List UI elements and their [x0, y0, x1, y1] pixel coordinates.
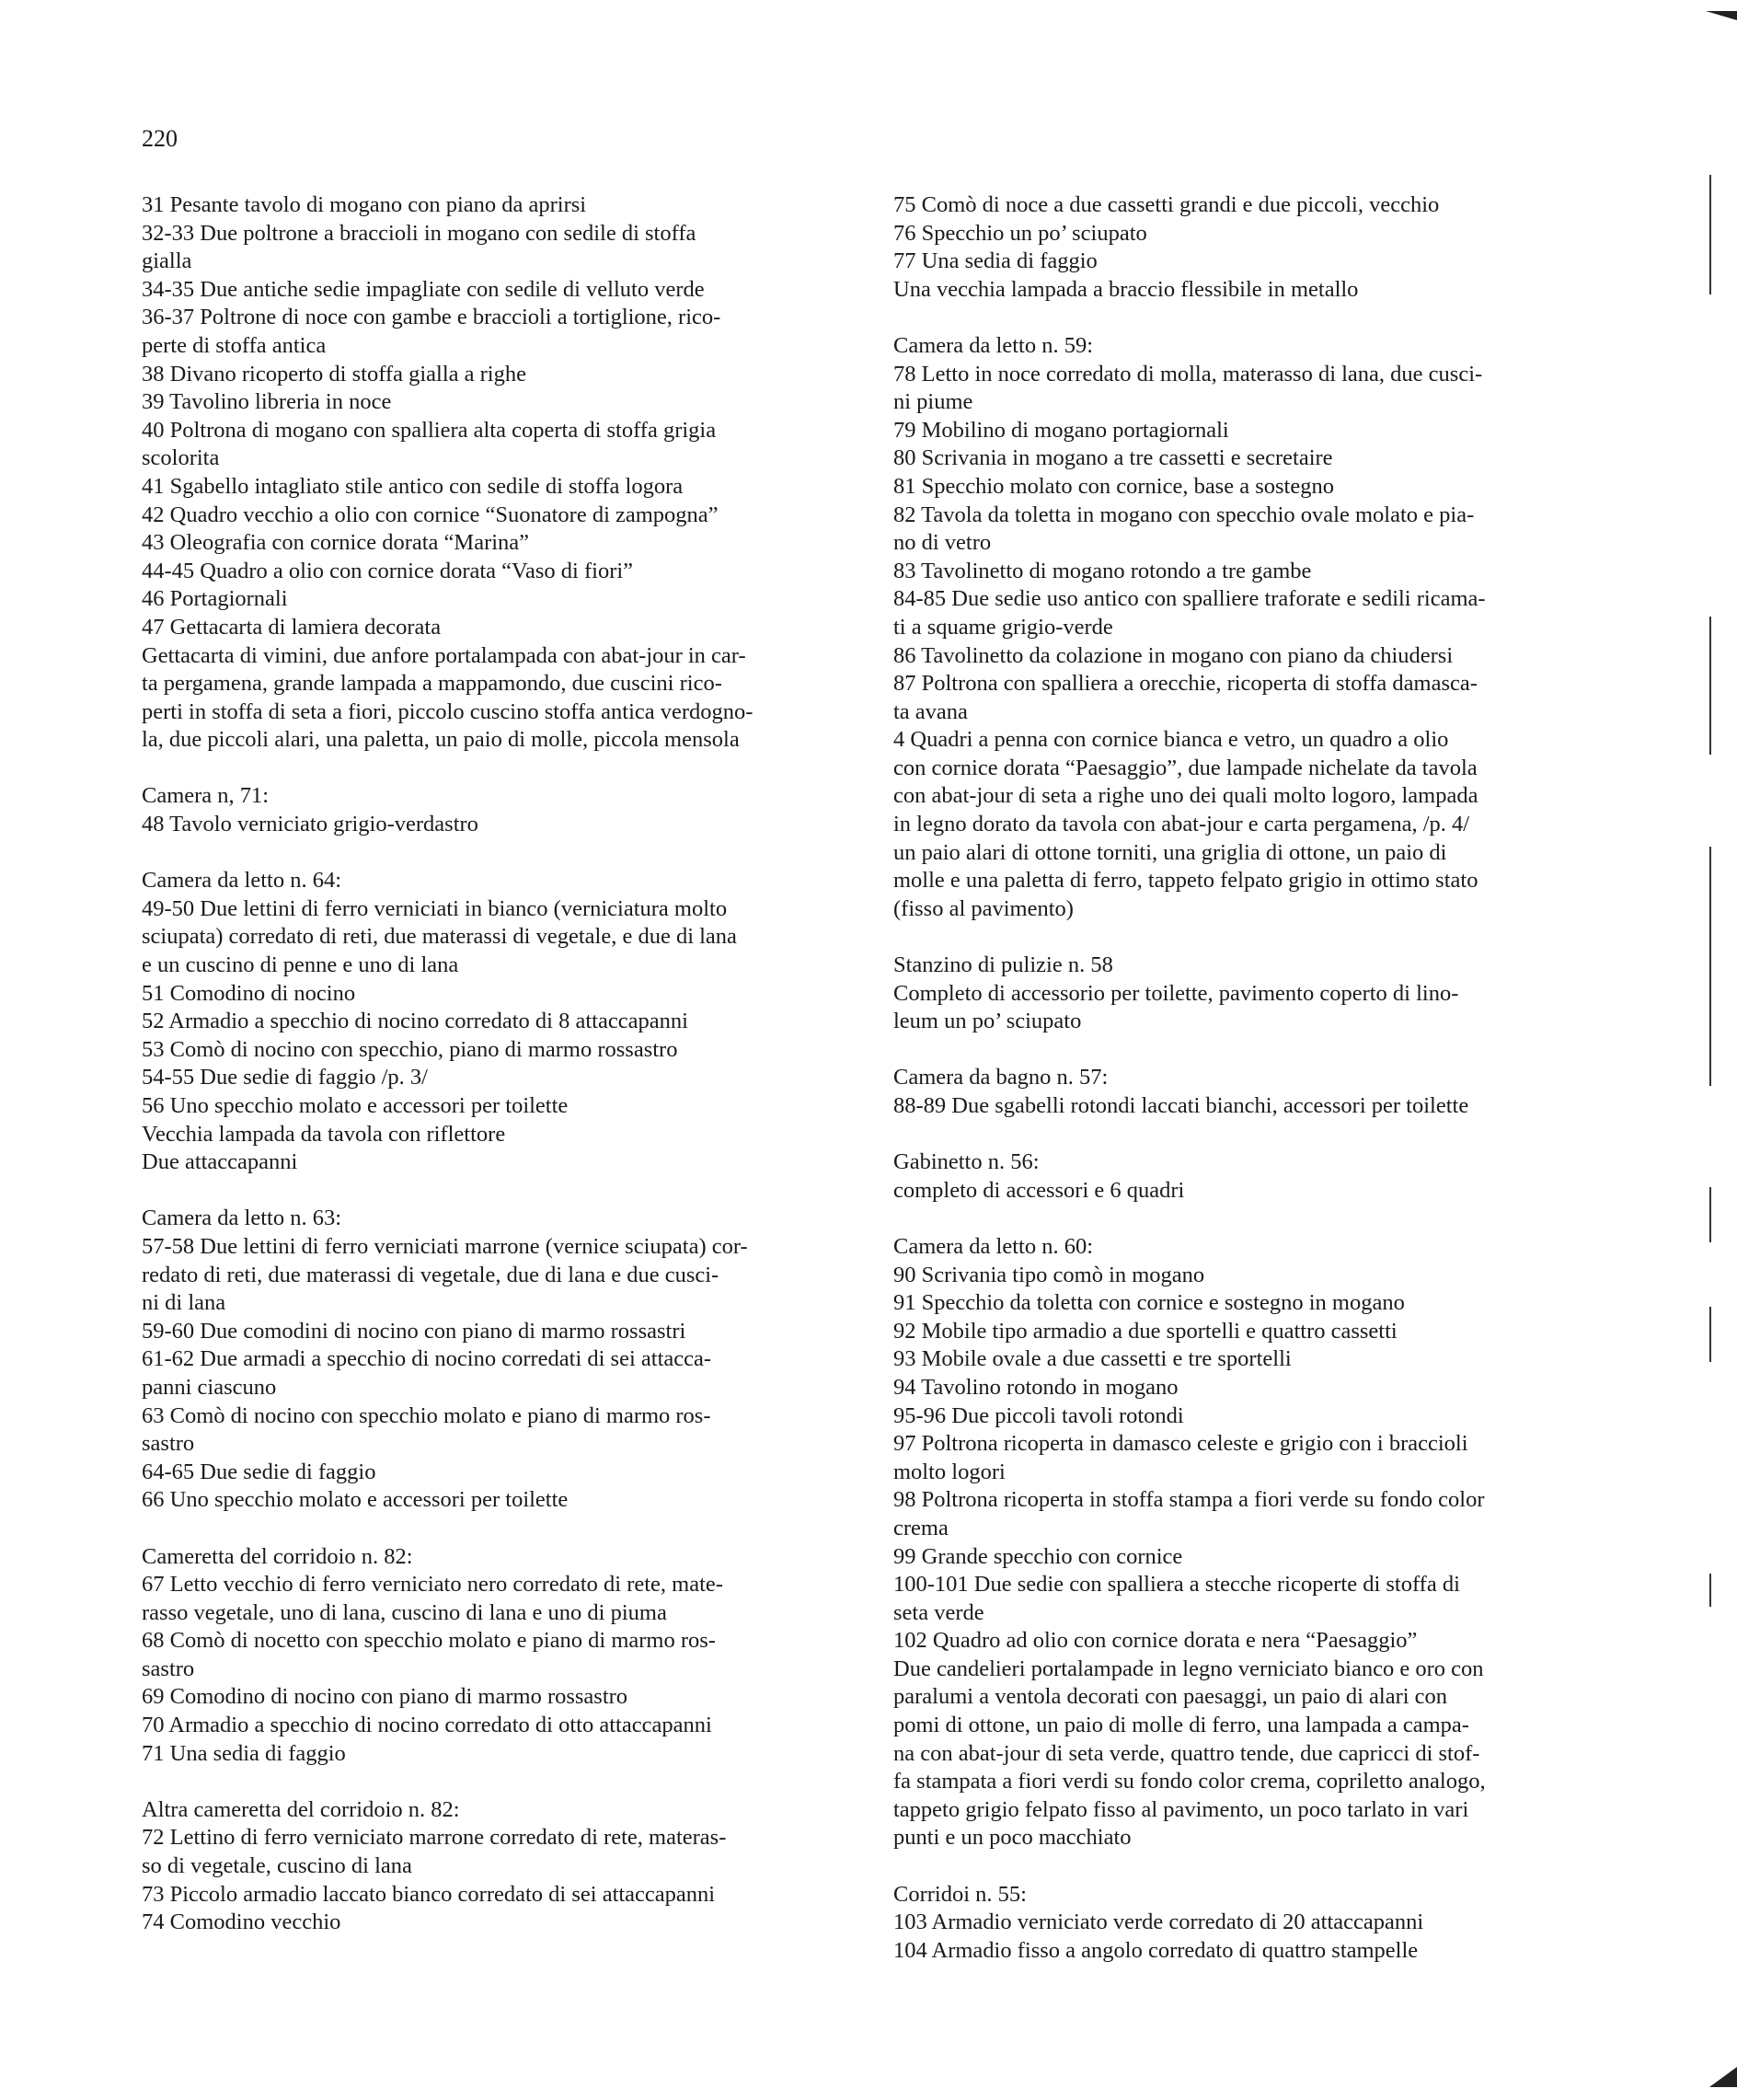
- text-line: 68 Comò di nocetto con specchio molato e piano di marmo ros-: [142, 1628, 716, 1654]
- text-line: 90 Scrivania tipo comò in mogano: [893, 1262, 1205, 1287]
- paragraph-gap: [142, 755, 846, 783]
- paragraph-gap: [893, 923, 1598, 952]
- text-line: 95-96 Due piccoli tavoli rotondi: [893, 1402, 1184, 1428]
- text-line: rasso vegetale, uno di lana, cuscino di lana e uno di piuma: [142, 1599, 667, 1625]
- text-line: ni piume: [893, 389, 973, 415]
- text-line: (fisso al pavimento): [893, 895, 1074, 921]
- page-number: 220: [142, 125, 178, 152]
- text-line: 47 Gettacarta di lamiera decorata: [142, 614, 442, 640]
- text-line: 98 Poltrona ricoperta in stoffa stampa a fiori verde su fondo color: [893, 1487, 1485, 1513]
- text-line: paralumi a ventola decorati con paesaggi, un paio di alari con: [893, 1684, 1448, 1710]
- text-line: 93 Mobile ovale a due cassetti e tre sportelli: [893, 1346, 1292, 1372]
- text-line: 49-50 Due lettini di ferro verniciati in bianco (verniciatura molto: [142, 895, 728, 921]
- paragraph-gap: [142, 1177, 846, 1206]
- text-line: panni ciascuno: [142, 1374, 277, 1400]
- text-line: Camera da bagno n. 57:: [893, 1065, 1109, 1090]
- text-line: Vecchia lampada da tavola con riflettore: [142, 1121, 506, 1147]
- text-line: 92 Mobile tipo armadio a due sportelli e quattro cassetti: [893, 1318, 1398, 1344]
- text-line: 69 Comodino di nocino con piano di marmo rossastro: [142, 1684, 628, 1710]
- text-line: crema: [893, 1515, 949, 1540]
- text-line: 40 Poltrona di mogano con spalliera alta coperta di stoffa grigia: [142, 417, 717, 443]
- paragraph-gap: [893, 1036, 1598, 1065]
- text-line: 79 Mobilino di mogano portagiornali: [893, 417, 1229, 443]
- text-line: 36-37 Poltrone di noce con gambe e braccioli a tortiglione, rico-: [142, 305, 721, 330]
- text-line: 80 Scrivania in mogano a tre cassetti e secretaire: [893, 445, 1333, 471]
- right-column: [893, 191, 1598, 1965]
- text-line: 91 Specchio da toletta con cornice e sostegno in mogano: [893, 1290, 1405, 1316]
- right-edge-line-4: [1709, 1187, 1711, 1242]
- text-line: so di vegetale, cuscino di lana: [142, 1853, 412, 1879]
- text-line: 63 Comò di nocino con specchio molato e piano di marmo ros-: [142, 1402, 711, 1428]
- text-line: ta avana: [893, 698, 968, 724]
- text-line: 100-101 Due sedie con spalliera a stecche ricoperte di stoffa di: [893, 1572, 1460, 1598]
- text-line: 82 Tavola da toletta in mogano con specchio ovale molato e pia-: [893, 502, 1475, 527]
- right-edge-line-1: [1709, 175, 1711, 294]
- bottom-right-scan-mark: [1709, 2067, 1737, 2087]
- text-line: gialla: [142, 248, 192, 274]
- text-line: Una vecchia lampada a braccio flessibile in metallo: [893, 276, 1359, 302]
- text-line: 43 Oleografia con cornice dorata “Marina”: [142, 530, 530, 556]
- text-line: con abat-jour di seta a righe uno dei quali molto logoro, lampada: [893, 783, 1478, 809]
- text-line: con cornice dorata “Paesaggio”, due lampade nichelate da tavola: [893, 755, 1478, 780]
- text-line: 54-55 Due sedie di faggio /p. 3/: [142, 1065, 428, 1090]
- text-line: 74 Comodino vecchio: [142, 1910, 341, 1935]
- text-line: 34-35 Due antiche sedie impagliate con sedile di velluto verde: [142, 276, 705, 302]
- text-line: punti e un poco macchiato: [893, 1825, 1132, 1851]
- text-line: 32-33 Due poltrone a braccioli in mogano con sedile di stoffa: [142, 220, 696, 246]
- text-line: 73 Piccolo armadio laccato bianco corredato di sei attaccapanni: [142, 1881, 716, 1907]
- text-line: seta verde: [893, 1599, 984, 1625]
- text-line: leum un po’ sciupato: [893, 1009, 1082, 1034]
- text-line: molle e una paletta di ferro, tappeto felpato grigio in ottimo stato: [893, 868, 1478, 894]
- text-line: 48 Tavolo verniciato grigio-verdastro: [142, 812, 478, 837]
- text-line: 102 Quadro ad olio con cornice dorata e nera “Paesaggio”: [893, 1628, 1418, 1654]
- paragraph-gap: [893, 1852, 1598, 1881]
- text-line: 42 Quadro vecchio a olio con cornice “Suonatore di zampogna”: [142, 502, 719, 527]
- paragraph-gap: [142, 1768, 846, 1796]
- text-line: 104 Armadio fisso a angolo corredato di quattro stampelle: [893, 1937, 1419, 1963]
- text-line: Gettacarta di vimini, due anfore portalampada con abat-jour in car-: [142, 642, 746, 668]
- right-edge-line-3: [1709, 847, 1711, 1086]
- text-line: 77 Una sedia di faggio: [893, 248, 1098, 274]
- right-edge-line-6: [1709, 1574, 1711, 1607]
- text-line: 94 Tavolino rotondo in mogano: [893, 1374, 1179, 1400]
- text-line: 39 Tavolino libreria in noce: [142, 389, 392, 415]
- text-line: perti in stoffa di seta a fiori, piccolo cuscino stoffa antica verdogno-: [142, 698, 753, 724]
- text-line: 53 Comò di nocino con specchio, piano di marmo rossastro: [142, 1036, 678, 1062]
- text-line: 76 Specchio un po’ sciupato: [893, 220, 1147, 246]
- paragraph-gap: [142, 1515, 846, 1543]
- text-line: Camera da letto n. 64:: [142, 868, 342, 894]
- text-line: Corridoi n. 55:: [893, 1881, 1027, 1907]
- text-line: 61-62 Due armadi a specchio di nocino corredati di sei attacca-: [142, 1346, 712, 1372]
- paragraph-gap: [893, 304, 1598, 332]
- text-line: la, due piccoli alari, una paletta, un paio di molle, piccola mensola: [142, 727, 740, 753]
- text-line: 66 Uno specchio molato e accessori per toilette: [142, 1487, 569, 1513]
- text-line: Due attaccapanni: [142, 1149, 298, 1175]
- text-line: Completo di accessorio per toilette, pavimento coperto di lino-: [893, 980, 1459, 1006]
- text-line: Camera da letto n. 60:: [893, 1233, 1094, 1259]
- text-line: in legno dorato da tavola con abat-jour e carta pergamena, /p. 4/: [893, 812, 1470, 837]
- text-line: ta pergamena, grande lampada a mappamondo, due cuscini rico-: [142, 671, 722, 697]
- text-line: 56 Uno specchio molato e accessori per toilette: [142, 1093, 569, 1118]
- text-line: 86 Tavolinetto da colazione in mogano con piano da chiudersi: [893, 642, 1454, 668]
- text-line: Camera da letto n. 59:: [893, 332, 1094, 358]
- text-line: 4 Quadri a penna con cornice bianca e vetro, un quadro a olio: [893, 727, 1449, 753]
- text-line: no di vetro: [893, 530, 992, 556]
- text-line: 52 Armadio a specchio di nocino corredato di 8 attaccapanni: [142, 1009, 688, 1034]
- text-line: 31 Pesante tavolo di mogano con piano da aprirsi: [142, 192, 587, 217]
- text-line: 84-85 Due sedie uso antico con spalliere traforate e sedili ricama-: [893, 586, 1486, 612]
- text-line: Camera da letto n. 63:: [142, 1206, 342, 1231]
- paragraph-gap: [893, 1121, 1598, 1149]
- text-line: 71 Una sedia di faggio: [142, 1740, 346, 1766]
- text-line: Altra cameretta del corridoio n. 82:: [142, 1796, 460, 1822]
- text-line: e un cuscino di penne e uno di lana: [142, 952, 459, 978]
- text-line: 51 Comodino di nocino: [142, 980, 356, 1006]
- text-line: 81 Specchio molato con cornice, base a sostegno: [893, 473, 1334, 499]
- text-line: 88-89 Due sgabelli rotondi laccati bianchi, accessori per toilette: [893, 1093, 1469, 1118]
- text-line: redato di reti, due materassi di vegetale, due di lana e due cusci-: [142, 1262, 719, 1287]
- text-line: 57-58 Due lettini di ferro verniciati marrone (vernice sciupata) cor-: [142, 1233, 748, 1259]
- text-line: sastro: [142, 1431, 195, 1457]
- text-line: 44-45 Quadro a olio con cornice dorata “Vaso di fiori”: [142, 558, 634, 583]
- paragraph-gap: [142, 839, 846, 868]
- text-line: 59-60 Due comodini di nocino con piano di marmo rossastri: [142, 1318, 686, 1344]
- text-line: completo di accessori e 6 quadri: [893, 1177, 1185, 1203]
- right-edge-line-5: [1709, 1307, 1711, 1362]
- text-line: 67 Letto vecchio di ferro verniciato nero corredato di rete, mate-: [142, 1572, 723, 1598]
- text-line: molto logori: [893, 1459, 1006, 1484]
- text-line: 99 Grande specchio con cornice: [893, 1543, 1183, 1569]
- text-line: Gabinetto n. 56:: [893, 1149, 1040, 1175]
- text-line: na con abat-jour di seta verde, quattro tende, due capricci di stof-: [893, 1740, 1480, 1766]
- text-line: ti a squame grigio-verde: [893, 614, 1113, 640]
- text-line: 64-65 Due sedie di faggio: [142, 1459, 376, 1484]
- text-line: perte di stoffa antica: [142, 332, 327, 358]
- text-line: 41 Sgabello intagliato stile antico con sedile di stoffa logora: [142, 473, 684, 499]
- text-line: 83 Tavolinetto di mogano rotondo a tre gambe: [893, 558, 1312, 583]
- text-line: 78 Letto in noce corredato di molla, materasso di lana, due cusci-: [893, 361, 1483, 387]
- top-right-scan-mark: [1706, 11, 1737, 20]
- text-line: fa stampata a fiori verdi su fondo color crema, copriletto analogo,: [893, 1769, 1486, 1794]
- text-line: Cameretta del corridoio n. 82:: [142, 1543, 413, 1569]
- text-line: Stanzino di pulizie n. 58: [893, 952, 1113, 978]
- paragraph-gap: [893, 1205, 1598, 1233]
- right-edge-line-2: [1709, 617, 1711, 755]
- text-line: 70 Armadio a specchio di nocino corredato di otto attaccapanni: [142, 1713, 712, 1738]
- text-line: scolorita: [142, 445, 220, 471]
- left-column: [142, 191, 846, 1937]
- text-line: Due candelieri portalampade in legno verniciato bianco e oro con: [893, 1656, 1484, 1681]
- text-line: sciupata) corredato di reti, due materassi di vegetale, e due di lana: [142, 924, 737, 950]
- text-line: 72 Lettino di ferro verniciato marrone corredato di rete, materas-: [142, 1825, 727, 1851]
- text-line: 38 Divano ricoperto di stoffa gialla a righe: [142, 361, 526, 387]
- text-line: 103 Armadio verniciato verde corredato di 20 attaccapanni: [893, 1910, 1424, 1935]
- text-line: tappeto grigio felpato fisso al pavimento, un poco tarlato in vari: [893, 1796, 1469, 1822]
- text-line: 75 Comò di noce a due cassetti grandi e due piccoli, vecchio: [893, 192, 1440, 217]
- text-line: un paio alari di ottone torniti, una griglia di ottone, un paio di: [893, 839, 1447, 865]
- text-line: pomi di ottone, un paio di molle di ferro, una lampada a campa-: [893, 1713, 1469, 1738]
- text-line: sastro: [142, 1656, 195, 1681]
- text-line: 97 Poltrona ricoperta in damasco celeste e grigio con i braccioli: [893, 1431, 1468, 1457]
- text-line: ni di lana: [142, 1290, 226, 1316]
- text-line: Camera n, 71:: [142, 783, 270, 809]
- text-line: 46 Portagiornali: [142, 586, 288, 612]
- text-line: 87 Poltrona con spalliera a orecchie, ricoperta di stoffa damasca-: [893, 671, 1478, 697]
